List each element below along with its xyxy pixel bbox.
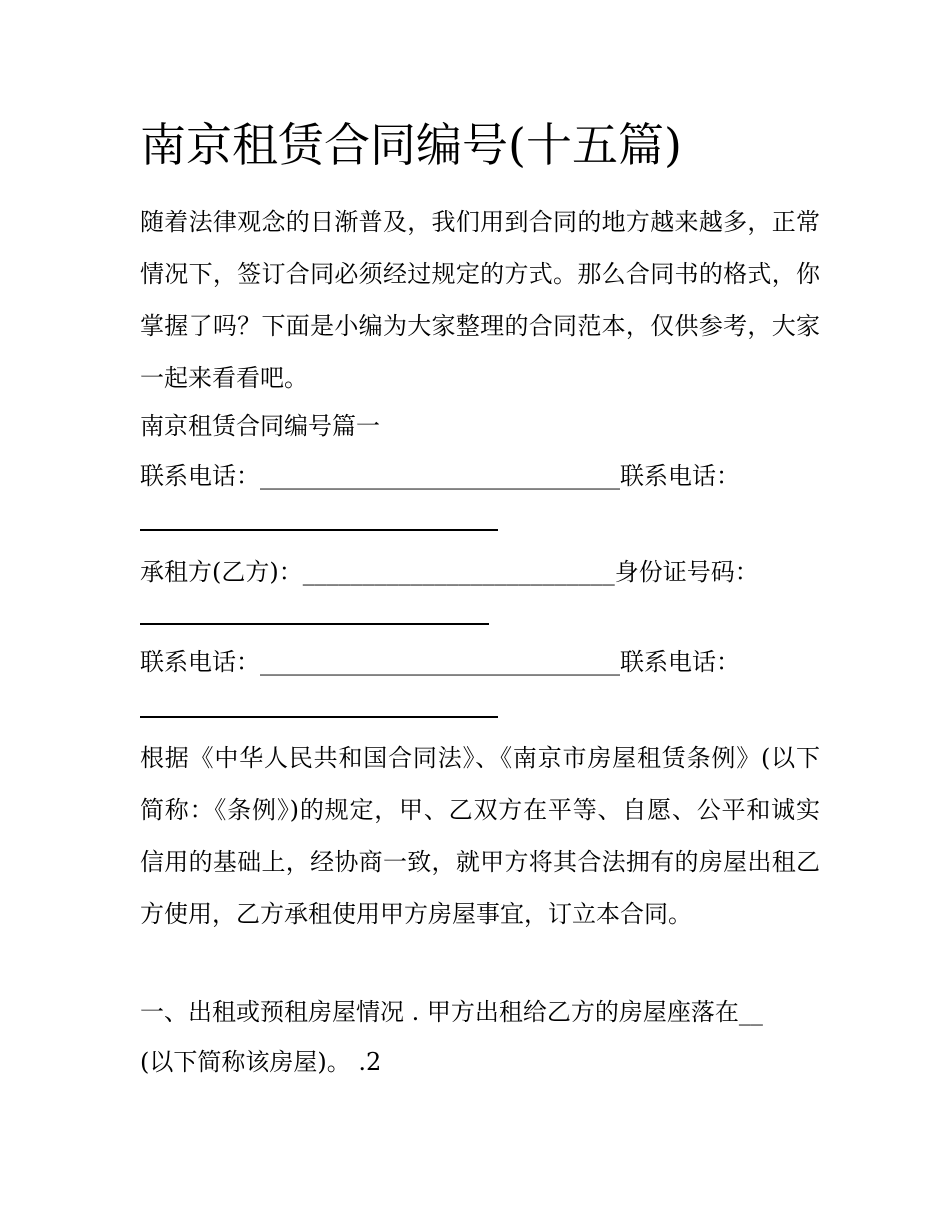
clause-one-line-1: 一、出租或预租房屋情况 . 甲方出租给乙方的房屋座落在__ <box>140 998 763 1026</box>
blank-line-1 <box>140 529 498 531</box>
document-title: 南京租赁合同编号(十五篇) <box>140 118 682 172</box>
intro-paragraph: 随着法律观念的日渐普及，我们用到合同的地方越来越多，正常情况下，签订合同必须经过规定的方式。那么合同书的格式，你掌握了吗？下面是小编为大家整理的合同范本，仅供参考，大家一起来看看吧。 <box>140 208 820 392</box>
contact-phone-row-2: 联系电话：______________________________联系电话： <box>140 648 740 676</box>
clause-one-line-2: (以下简称该房屋)。 .2 <box>140 1048 382 1076</box>
body-paragraph: 根据《中华人民共和国合同法》、《南京市房屋租赁条例》(以下简称：《条例》)的规定，甲、乙双方在平等、自愿、公平和诚实信用的基础上，经协商一致，就甲方将其合法拥有的房屋出租乙方使用，乙方承租使用甲方房屋事宜，订立本合同。 <box>140 744 820 928</box>
blank-line-3 <box>140 716 498 718</box>
tenant-id-row: 承租方(乙方)：__________________________身份证号码： <box>140 558 759 586</box>
contact-phone-row-1: 联系电话：______________________________联系电话： <box>140 462 740 490</box>
blank-line-2 <box>140 623 489 625</box>
section-heading: 南京租赁合同编号篇一 <box>140 412 380 440</box>
